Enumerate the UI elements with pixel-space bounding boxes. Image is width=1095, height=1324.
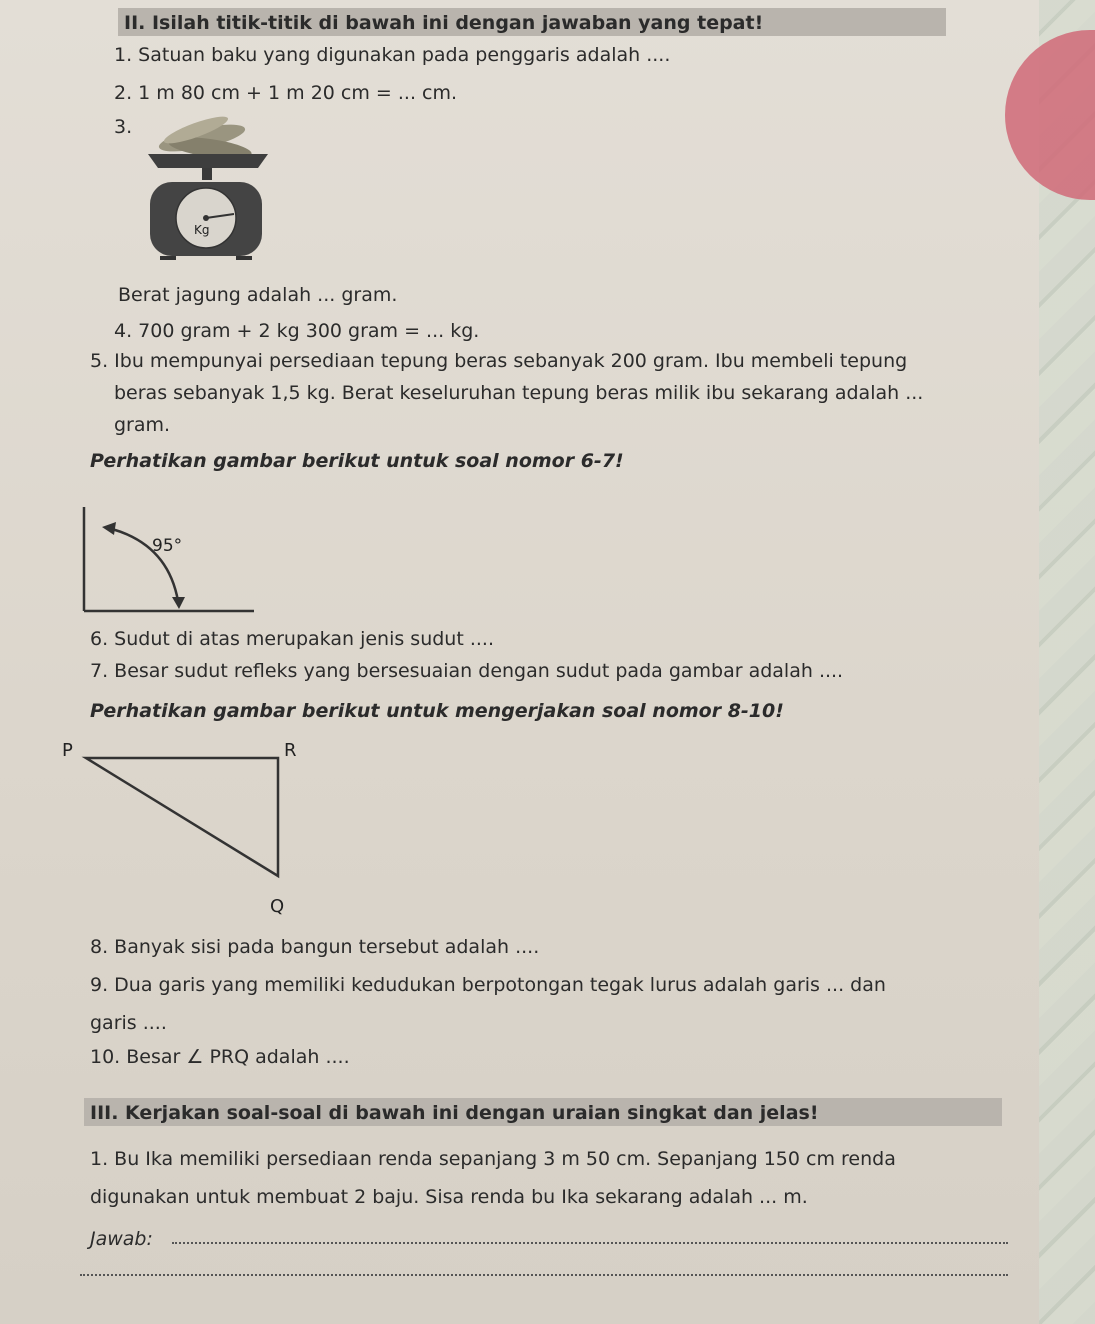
question-6: 6. Sudut di atas merupakan jenis sudut .... xyxy=(90,628,494,650)
angle-label: 95° xyxy=(152,536,183,556)
corn-scale-illustration xyxy=(140,110,280,270)
answer-line-2[interactable] xyxy=(80,1274,1008,1276)
question-5-line-2: beras sebanyak 1,5 kg. Berat keseluruhan tepung beras milik ibu sekarang adalah ... xyxy=(114,382,924,404)
question-1: 1. Satuan baku yang digunakan pada penggaris adalah .... xyxy=(114,44,671,66)
question-3-number: 3. xyxy=(114,116,133,138)
question-5-line-1: 5. Ibu mempunyai persediaan tepung beras sebanyak 200 gram. Ibu membeli tepung xyxy=(90,350,908,372)
question-10: 10. Besar ∠ PRQ adalah .... xyxy=(90,1046,350,1068)
question-7: 7. Besar sudut refleks yang bersesuaian dengan sudut pada gambar adalah .... xyxy=(90,660,844,682)
question-9-line-2: garis .... xyxy=(90,1012,167,1034)
question-2: 2. 1 m 80 cm + 1 m 20 cm = ... cm. xyxy=(114,82,458,104)
answer-line-1[interactable] xyxy=(172,1242,1008,1244)
scale-tray xyxy=(148,154,268,168)
scale-unit-label: Kg xyxy=(194,223,210,237)
essay-question-1-line-1: 1. Bu Ika memiliki persediaan renda sepanjang 3 m 50 cm. Sepanjang 150 cm renda xyxy=(90,1148,896,1170)
question-3-text: Berat jagung adalah ... gram. xyxy=(118,284,398,306)
instruction-8-10: Perhatikan gambar berikut untuk mengerjakan soal nomor 8-10! xyxy=(90,700,784,722)
section-3-title: III. Kerjakan soal-soal di bawah ini dengan uraian singkat dan jelas! xyxy=(90,1102,819,1124)
question-5-line-3: gram. xyxy=(114,414,171,436)
arc-arrow-end-icon xyxy=(172,597,185,609)
vertex-p-label: P xyxy=(62,740,73,761)
arc-arrow-start-icon xyxy=(102,522,116,535)
section-2-title: II. Isilah titik-titik di bawah ini dengan jawaban yang tepat! xyxy=(124,12,764,34)
vertex-r-label: R xyxy=(284,740,297,761)
triangle-pqr-figure xyxy=(56,736,316,922)
question-8: 8. Banyak sisi pada bangun tersebut adalah .... xyxy=(90,936,540,958)
instruction-6-7: Perhatikan gambar berikut untuk soal nomor 6-7! xyxy=(90,450,624,472)
background-decoration-pink xyxy=(1005,30,1095,200)
question-4: 4. 700 gram + 2 kg 300 gram = ... kg. xyxy=(114,320,480,342)
angle-figure xyxy=(60,505,260,625)
vertex-q-label: Q xyxy=(270,896,285,917)
question-9-line-1: 9. Dua garis yang memiliki kedudukan berpotongan tegak lurus adalah garis ... dan xyxy=(90,974,886,996)
essay-question-1-line-2: digunakan untuk membuat 2 baju. Sisa renda bu Ika sekarang adalah ... m. xyxy=(90,1186,808,1208)
answer-label: Jawab: xyxy=(90,1228,153,1250)
triangle-pqr xyxy=(86,758,278,876)
